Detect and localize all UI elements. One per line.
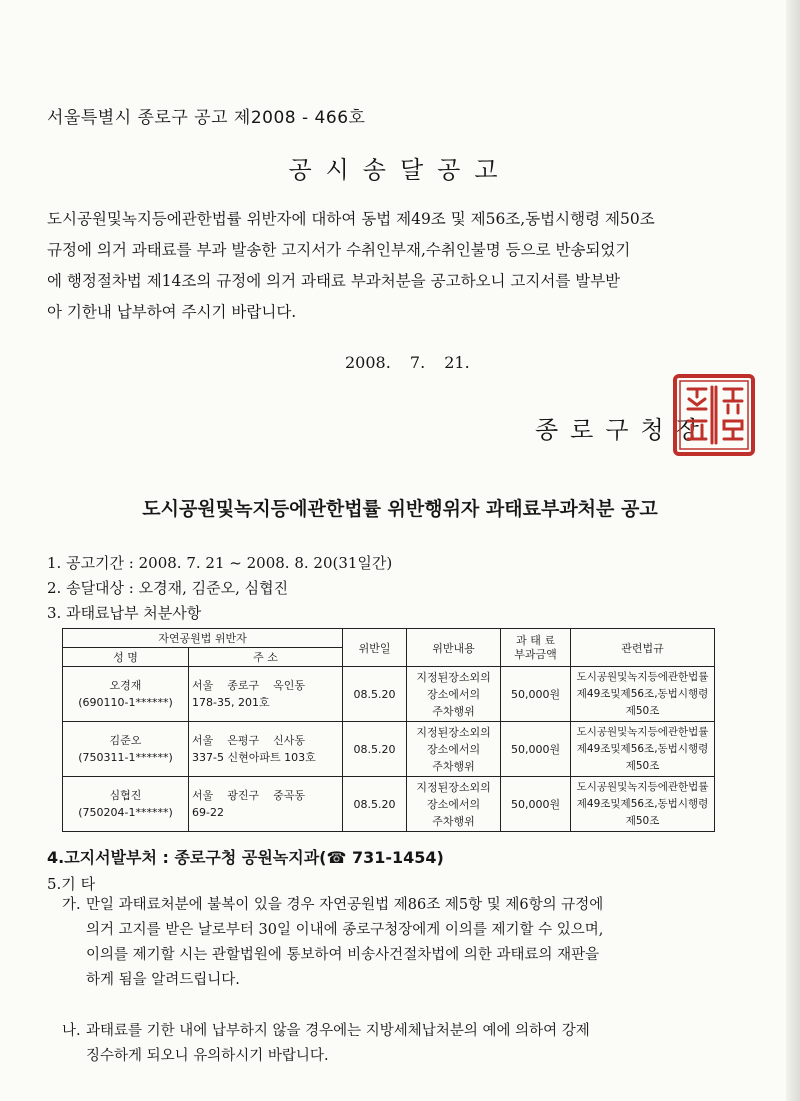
intro-line: 규정에 의거 과태료를 부과 발송한 고지서가 수취인부재,수취인불명 등으로 반송되었기 xyxy=(47,241,631,259)
violator-name-cell xyxy=(63,722,189,777)
item-targets: 2. 송달대상 : 오경재, 김준오, 심협진 xyxy=(47,579,289,597)
fine-amount: 50,000원 xyxy=(501,777,571,832)
violation-content: 지정된장소외의 장소에서의 주차행위 xyxy=(407,722,501,777)
violation-date: 08.5.20 xyxy=(343,777,407,832)
violator-id: (750204-1******) xyxy=(78,806,173,819)
notice-number: 서울특별시 종로구 공고 제2008 - 466호 xyxy=(47,108,366,128)
scan-edge xyxy=(786,0,800,1101)
violator-address-cell xyxy=(189,667,343,722)
related-law: 도시공원및녹지등에관한법률 제49조및제56조,동법시행령 제50조 xyxy=(571,722,715,777)
col-amount: 과 태 료 부과금액 xyxy=(501,629,571,667)
violator-name: 김준오 xyxy=(109,734,142,747)
violator-name-cell xyxy=(63,777,189,832)
address-line: 서울 은평구 신사동 xyxy=(192,734,305,747)
fine-amount: 50,000원 xyxy=(501,722,571,777)
address-line: 서울 종로구 옥인동 xyxy=(192,679,305,692)
violators-table xyxy=(62,628,715,832)
table-row xyxy=(63,667,715,722)
address-line: 69-22 xyxy=(192,806,224,819)
violator-name: 오경재 xyxy=(109,679,142,692)
notice-date: 2008. 7. 21. xyxy=(345,353,470,372)
violator-name: 심협진 xyxy=(109,789,142,802)
paragraph-line: 만일 과태료처분에 불복이 있을 경우 자연공원법 제86조 제5항 및 제6항의 규정에 xyxy=(86,897,604,913)
item-marker: 나. xyxy=(62,1023,81,1039)
violator-id: (750311-1******) xyxy=(78,751,173,764)
paragraph-line: 이의를 제기할 시는 관할법원에 통보하여 비송사건절차법에 의한 과태료의 재판을 xyxy=(86,947,600,963)
fine-amount: 50,000원 xyxy=(501,667,571,722)
other-heading: 5.기 타 xyxy=(47,875,96,893)
official-seal-icon xyxy=(672,373,756,457)
issuer-name: 종로구청장 xyxy=(535,416,711,444)
violator-address-cell xyxy=(189,777,343,832)
paragraph-line: 하게 됨을 알려드립니다. xyxy=(86,972,240,988)
item-marker: 가. xyxy=(62,897,81,913)
other-item-ga xyxy=(62,893,742,993)
address-line: 서울 광진구 중곡동 xyxy=(192,789,305,802)
violator-address-cell xyxy=(189,722,343,777)
intro-line: 에 행정절차법 제14조의 규정에 의거 과태료 부과처분을 공고하오니 고지서를 발부받 xyxy=(47,272,621,290)
intro-paragraph xyxy=(47,204,727,328)
intro-line: 아 기한내 납부하여 주시기 바랍니다. xyxy=(47,303,297,321)
related-law: 도시공원및녹지등에관한법률 제49조및제56조,동법시행령 제50조 xyxy=(571,777,715,832)
paragraph-line: 의거 고지를 받은 날로부터 30일 이내에 종로구청장에게 이의를 제기할 수 있으며, xyxy=(86,922,604,938)
paragraph-line: 과태료를 기한 내에 납부하지 않을 경우에는 지방세체납처분의 예에 의하여 강제 xyxy=(86,1023,590,1039)
notice-items xyxy=(47,551,392,626)
related-law: 도시공원및녹지등에관한법률 제49조및제56조,동법시행령 제50조 xyxy=(571,667,715,722)
col-law: 관련법규 xyxy=(571,629,715,667)
col-date: 위반일 xyxy=(343,629,407,667)
table-group-header: 자연공원법 위반자 xyxy=(63,629,343,648)
table-row xyxy=(63,722,715,777)
violator-name-cell xyxy=(63,667,189,722)
table-row xyxy=(63,777,715,832)
col-address: 주 소 xyxy=(189,648,343,667)
other-item-na xyxy=(62,1019,742,1069)
violation-content: 지정된장소외의 장소에서의 주차행위 xyxy=(407,777,501,832)
paragraph-line: 징수하게 되오니 유의하시기 바랍니다. xyxy=(86,1048,329,1064)
page-title: 공시송달공고 xyxy=(288,156,512,184)
col-name: 성 명 xyxy=(63,648,189,667)
intro-line: 도시공원및녹지등에관한법률 위반자에 대하여 동법 제49조 및 제56조,동법시행령 제50조 xyxy=(47,210,655,228)
address-line: 337-5 신현아파트 103호 xyxy=(192,751,316,764)
violation-date: 08.5.20 xyxy=(343,722,407,777)
violator-id: (690110-1******) xyxy=(78,696,173,709)
violation-content: 지정된장소외의 장소에서의 주차행위 xyxy=(407,667,501,722)
issuing-office: 4.고지서발부처 : 종로구청 공원녹지과(☎ 731-1454) xyxy=(47,848,444,867)
col-content: 위반내용 xyxy=(407,629,501,667)
violation-date: 08.5.20 xyxy=(343,667,407,722)
item-disposition: 3. 과태료납부 처분사항 xyxy=(47,604,202,622)
address-line: 178-35, 201호 xyxy=(192,696,270,709)
section-title: 도시공원및녹지등에관한법률 위반행위자 과태료부과처분 공고 xyxy=(142,498,658,520)
item-period: 1. 공고기간 : 2008. 7. 21 ~ 2008. 8. 20(31일간) xyxy=(47,554,393,572)
